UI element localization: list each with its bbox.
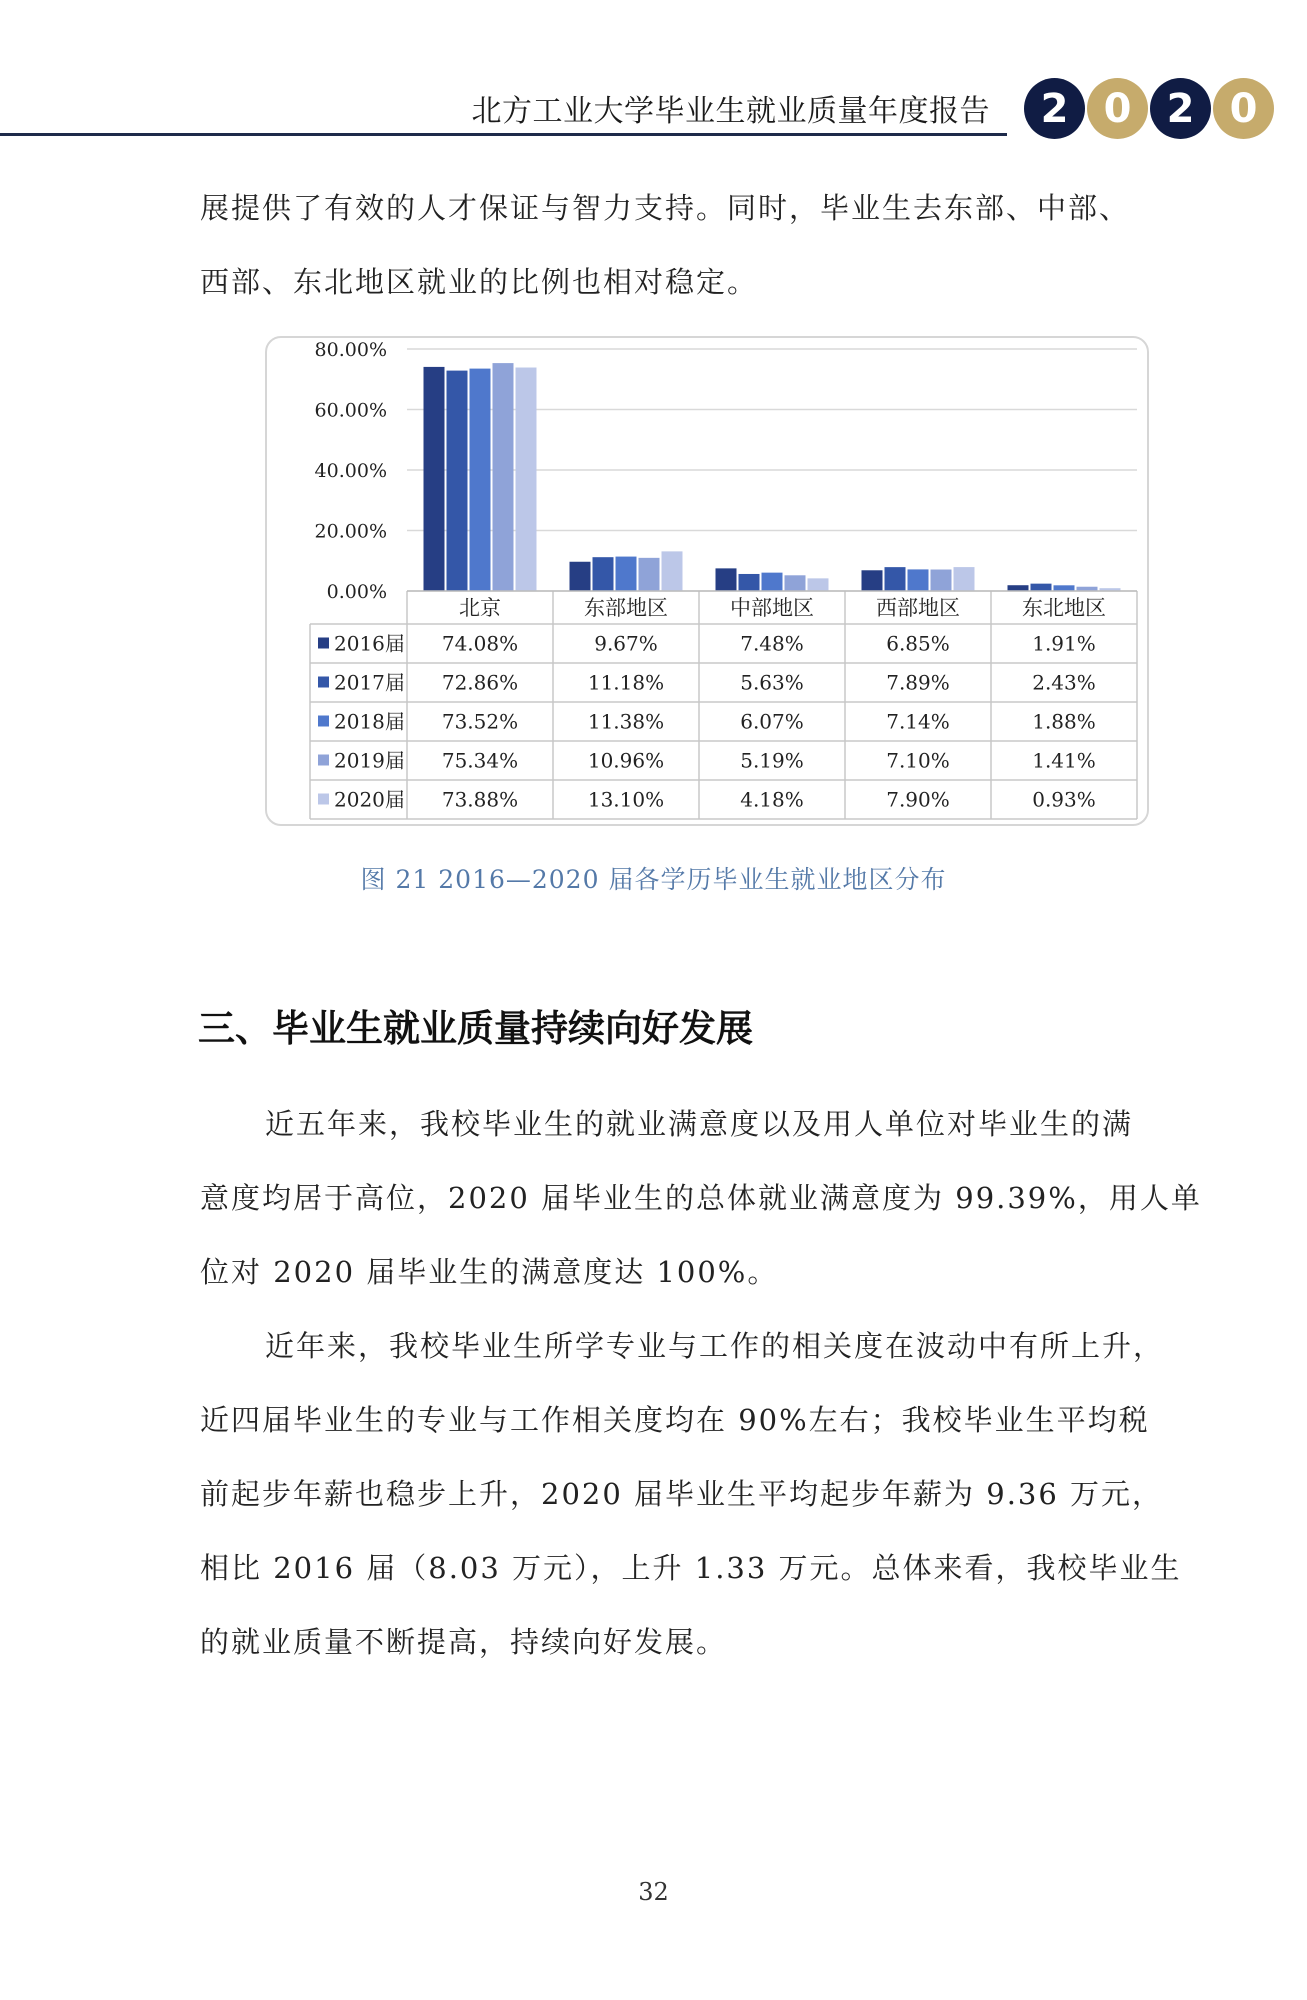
category-label: 西部地区	[876, 596, 960, 620]
y-tick-label: 80.00%	[314, 339, 387, 361]
data-label: 1.88%	[1032, 709, 1096, 734]
bar	[662, 551, 683, 591]
intro-line: 展提供了有效的人才保证与智力支持。同时，毕业生去东部、中部、	[200, 191, 1131, 225]
data-label: 6.85%	[886, 631, 950, 656]
body-line: 近四届毕业生的专业与工作相关度均在 90%左右；我校毕业生平均税	[200, 1403, 1150, 1437]
chart-frame	[265, 336, 1149, 826]
data-label: 5.63%	[740, 670, 804, 695]
body-line: 位对 2020 届毕业生的满意度达 100%。	[200, 1255, 779, 1289]
bar	[470, 369, 491, 591]
bar	[1031, 584, 1052, 591]
data-label: 5.19%	[740, 748, 804, 773]
data-label: 6.07%	[740, 709, 804, 734]
legend-label: 2019届	[334, 748, 405, 773]
category-label: 东北地区	[1022, 596, 1106, 620]
data-label: 7.14%	[886, 709, 950, 734]
y-tick-label: 40.00%	[314, 460, 387, 482]
bar	[885, 567, 906, 591]
data-label: 11.38%	[587, 709, 665, 734]
report-title: 北方工业大学毕业生就业质量年度报告	[471, 94, 990, 129]
data-label: 7.10%	[886, 748, 950, 773]
category-label: 北京	[459, 596, 501, 620]
data-label: 2.43%	[1032, 670, 1096, 695]
bar	[1008, 585, 1029, 591]
bar	[785, 575, 806, 591]
y-tick-label: 60.00%	[314, 399, 387, 422]
legend-swatch	[318, 638, 329, 649]
bar	[739, 574, 760, 591]
legend-swatch	[318, 677, 329, 688]
bar-chart	[267, 338, 1147, 824]
legend-label: 2017届	[334, 670, 405, 695]
data-label: 1.91%	[1032, 631, 1096, 656]
data-label: 11.18%	[587, 670, 665, 695]
data-label: 7.90%	[886, 787, 950, 812]
bar	[616, 557, 637, 591]
bar	[1054, 585, 1075, 591]
legend-label: 2016届	[334, 631, 405, 656]
body-line: 近年来，我校毕业生所学专业与工作的相关度在波动中有所上升，	[265, 1329, 1165, 1363]
body-line: 前起步年薪也稳步上升，2020 届毕业生平均起步年薪为 9.36 万元，	[200, 1477, 1164, 1511]
year-digit-badge: 0	[1087, 78, 1148, 139]
body-line: 近五年来，我校毕业生的就业满意度以及用人单位对毕业生的满	[265, 1107, 1134, 1141]
data-label: 7.89%	[886, 670, 950, 695]
data-label: 75.34%	[441, 748, 519, 773]
legend-label: 2020届	[334, 787, 405, 812]
section-heading: 三、毕业生就业质量持续向好发展	[198, 1007, 753, 1050]
data-label: 73.52%	[441, 709, 519, 734]
bar	[931, 570, 952, 591]
category-label: 中部地区	[730, 596, 814, 620]
year-digit-badge: 2	[1150, 78, 1211, 139]
bar	[808, 578, 829, 591]
figure-caption: 图 21 2016—2020 届各学历毕业生就业地区分布	[360, 865, 947, 894]
bar	[493, 363, 514, 591]
year-digit-badge: 0	[1213, 78, 1274, 139]
bar	[862, 570, 883, 591]
y-tick-label: 20.00%	[314, 520, 387, 543]
data-label: 9.67%	[594, 631, 658, 656]
body-line: 的就业质量不断提高，持续向好发展。	[200, 1625, 728, 1659]
legend-swatch	[318, 716, 329, 727]
legend-swatch	[318, 794, 329, 805]
data-label: 74.08%	[441, 631, 519, 656]
data-label: 4.18%	[740, 787, 804, 812]
bar	[516, 368, 537, 591]
bar	[593, 557, 614, 591]
bar	[424, 367, 445, 591]
data-label: 0.93%	[1032, 787, 1096, 812]
body-line: 意度均居于高位，2020 届毕业生的总体就业满意度为 99.39%，用人单	[200, 1181, 1202, 1215]
bar	[570, 562, 591, 591]
data-label: 7.48%	[740, 631, 804, 656]
page-number: 32	[638, 1878, 669, 1906]
bar	[954, 567, 975, 591]
category-label: 东部地区	[584, 596, 668, 620]
bar	[908, 569, 929, 591]
y-tick-label: 0.00%	[326, 581, 387, 603]
data-label: 1.41%	[1032, 748, 1096, 773]
year-digit-badge: 2	[1024, 78, 1085, 139]
header-rule	[0, 133, 1007, 136]
bar	[716, 568, 737, 591]
bar	[447, 371, 468, 591]
body-line: 相比 2016 届（8.03 万元），上升 1.33 万元。总体来看，我校毕业生	[200, 1551, 1182, 1585]
data-label: 73.88%	[441, 787, 519, 812]
legend-swatch	[318, 755, 329, 766]
bar	[762, 573, 783, 591]
legend-label: 2018届	[334, 709, 405, 734]
data-label: 72.86%	[441, 670, 519, 695]
data-label: 13.10%	[587, 787, 665, 812]
bar	[639, 558, 660, 591]
intro-line: 西部、东北地区就业的比例也相对稳定。	[200, 265, 759, 299]
data-label: 10.96%	[587, 748, 665, 773]
